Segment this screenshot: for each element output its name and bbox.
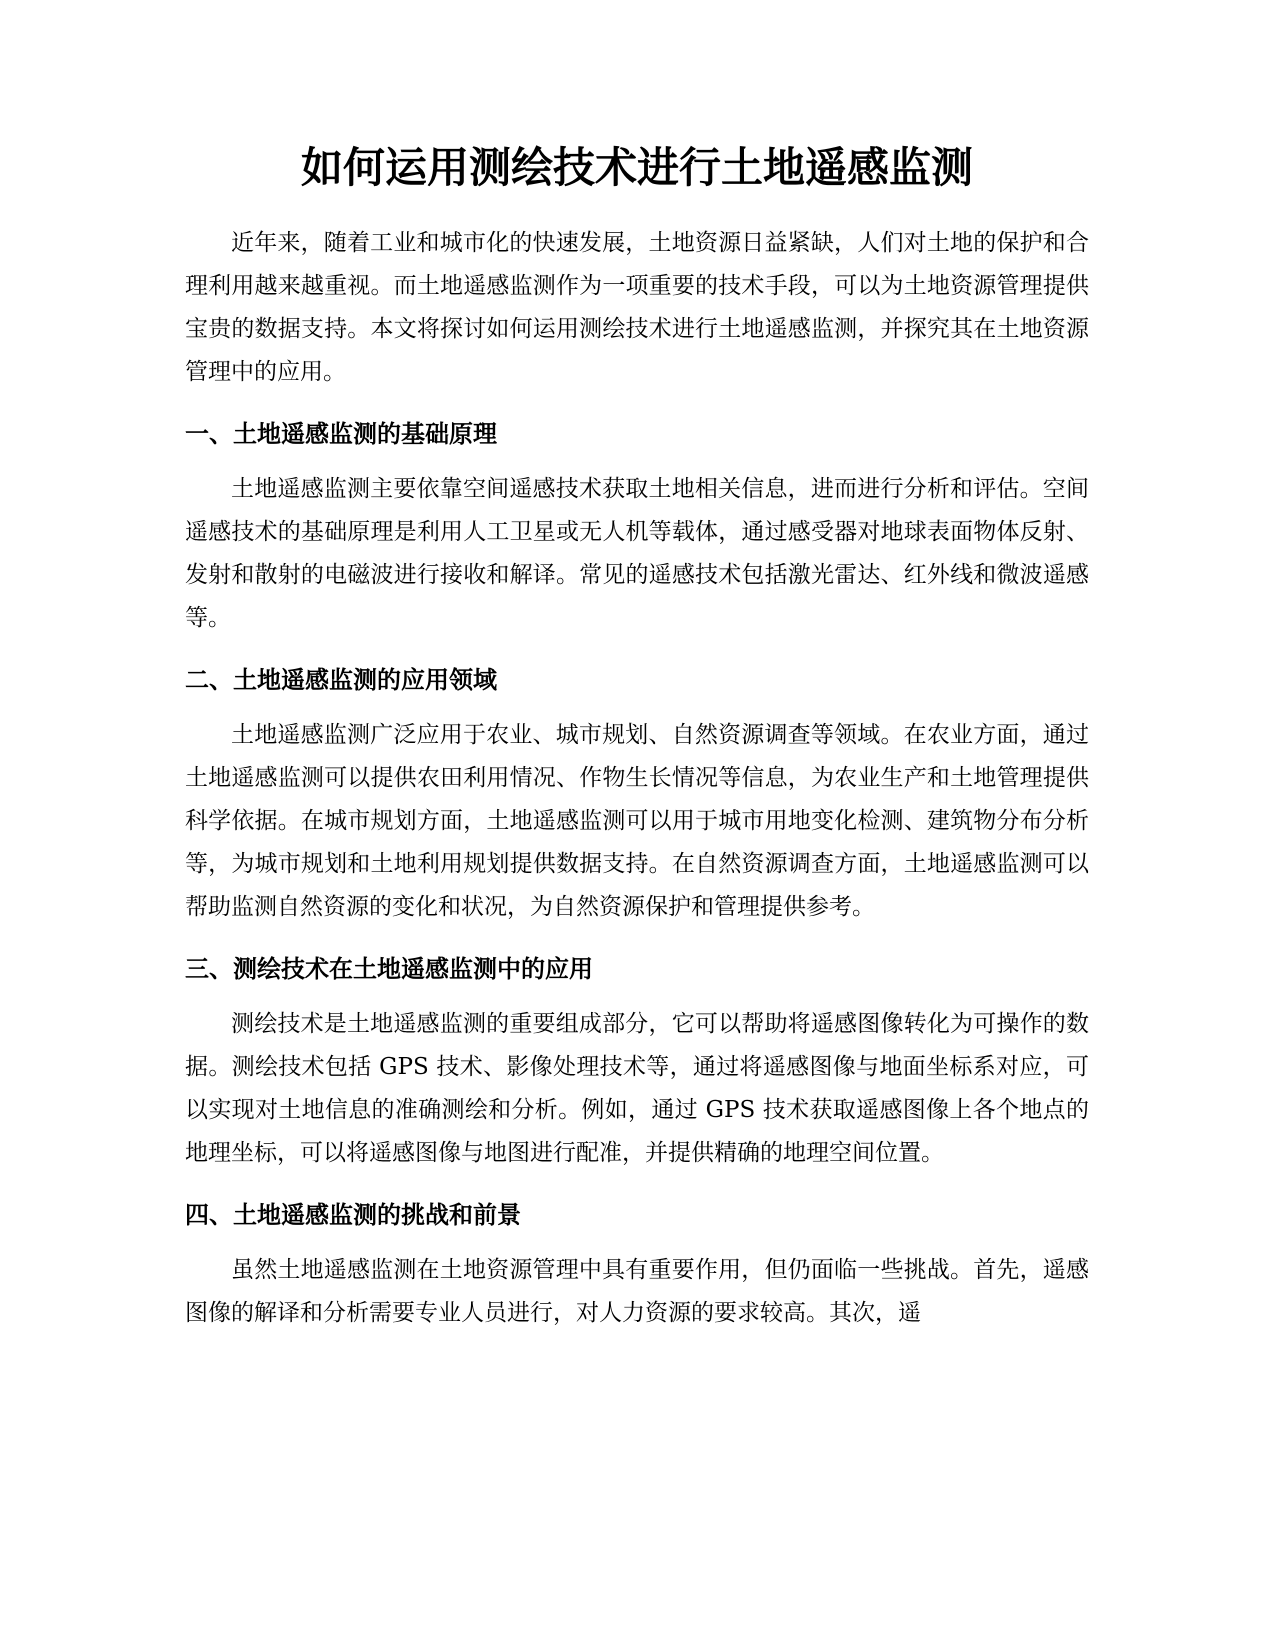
section-heading-3: 三、测绘技术在土地遥感监测中的应用 [185,955,593,983]
section-body-4: 虽然土地遥感监测在土地资源管理中具有重要作用，但仍面临一些挑战。首先，遥感图像的解译和分析需要专业人员进行，对人力资源的要求较高。其次，遥 [185,1257,1089,1326]
section-heading-4: 四、土地遥感监测的挑战和前景 [185,1201,521,1229]
section-heading-2: 二、土地遥感监测的应用领域 [185,666,497,694]
section-body-3: 测绘技术是土地遥感监测的重要组成部分，它可以帮助将遥感图像转化为可操作的数据。测绘技术包括 GPS 技术、影像处理技术等，通过将遥感图像与地面坐标系对应，可以实现对土地信息的准确测绘和分析。例如，通过 GPS 技术获取遥感图像上各个地点的地理坐标，可以将遥感图像与地图进行配准，并提供精确的地理空间位置。 [185,1011,1089,1166]
section-heading-1: 一、土地遥感监测的基础原理 [185,420,497,448]
section-body-1: 土地遥感监测主要依靠空间遥感技术获取土地相关信息，进而进行分析和评估。空间遥感技术的基础原理是利用人工卫星或无人机等载体，通过感受器对地球表面物体反射、发射和散射的电磁波进行接收和解译。常见的遥感技术包括激光雷达、红外线和微波遥感等。 [185,476,1089,631]
document-title: 如何运用测绘技术进行土地遥感监测 [300,143,973,192]
section-body-2: 土地遥感监测广泛应用于农业、城市规划、自然资源调查等领域。在农业方面，通过土地遥感监测可以提供农田利用情况、作物生长情况等信息，为农业生产和土地管理提供科学依据。在城市规划方面，土地遥感监测可以用于城市用地变化检测、建筑物分布分析等，为城市规划和土地利用规划提供数据支持。在自然资源调查方面，土地遥感监测可以帮助监测自然资源的变化和状况，为自然资源保护和管理提供参考。 [185,722,1089,920]
document-content [185,140,1089,1335]
intro-paragraph: 近年来，随着工业和城市化的快速发展，土地资源日益紧缺，人们对土地的保护和合理利用越来越重视。而土地遥感监测作为一项重要的技术手段，可以为土地资源管理提供宝贵的数据支持。本文将探讨如何运用测绘技术进行土地遥感监测，并探究其在土地资源管理中的应用。 [185,230,1089,385]
